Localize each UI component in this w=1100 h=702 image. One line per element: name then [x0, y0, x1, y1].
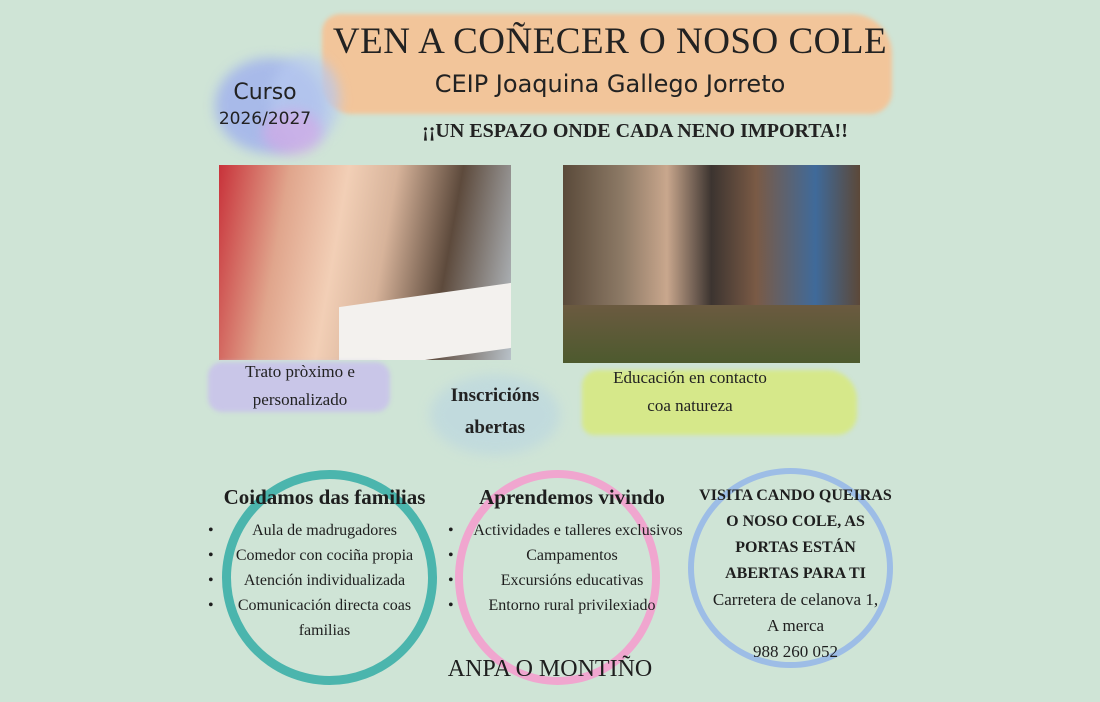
- visit-line: PORTAS ESTÁN: [735, 539, 856, 556]
- visit-line: VISITA CANDO QUEIRAS: [699, 487, 892, 504]
- school-name: CEIP Joaquina Gallego Jorreto: [434, 70, 786, 98]
- families-list: [212, 518, 437, 643]
- caption-line: personalizado: [252, 390, 348, 409]
- address-line: A merca: [766, 616, 825, 635]
- caption-personal-care: [210, 358, 390, 414]
- list-item-continuation: familias: [298, 622, 351, 639]
- list-item: • Aula de madrugadores: [212, 518, 437, 543]
- caption-line: coa natureza: [647, 396, 733, 415]
- list-item: • Comunicación directa coas: [212, 593, 437, 618]
- list-item: • Campamentos: [452, 543, 692, 568]
- list-item: • Entorno rural privilexiado: [452, 593, 692, 618]
- visit-line: O NOSO COLE, AS: [726, 513, 865, 530]
- slogan: ¡¡UN ESPAZO ONDE CADA NENO IMPORTA!!: [422, 120, 848, 142]
- list-item: • Comedor con cociña propia: [212, 543, 437, 568]
- photo-children-writing: [219, 165, 511, 360]
- visit-block: [688, 483, 903, 665]
- address-line: Carretera de celanova 1,: [712, 590, 879, 609]
- caption-line: Trato pròximo e: [245, 362, 355, 381]
- footer-anpa: ANPA O MONTIÑO: [447, 656, 653, 682]
- list-item: • Atención individualizada: [212, 568, 437, 593]
- column-title: Coidamos das familias: [223, 485, 426, 509]
- list-item: • Excursións educativas: [452, 568, 692, 593]
- visit-line: ABERTAS PARA TI: [725, 565, 866, 582]
- course-year: 2026/2027: [218, 109, 312, 129]
- course-label: Curso: [233, 80, 297, 105]
- caption-line: Educación en contacto: [613, 368, 767, 387]
- enrollment-open: [430, 380, 560, 444]
- caption-line: abertas: [464, 417, 526, 438]
- learning-list: [452, 518, 692, 618]
- poster-title: VEN A COÑECER O NOSO COLE: [332, 21, 888, 62]
- list-item: • Actividades e talleres exclusivos: [452, 518, 692, 543]
- course-badge: [210, 80, 320, 129]
- column-title: Aprendemos vivindo: [479, 485, 665, 509]
- learning-column: [452, 485, 692, 618]
- families-column: [212, 485, 437, 643]
- photo-children-nature: [563, 165, 860, 363]
- phone-number: 988 260 052: [753, 642, 838, 661]
- caption-line: Inscricións: [450, 385, 540, 406]
- caption-nature: [585, 364, 795, 420]
